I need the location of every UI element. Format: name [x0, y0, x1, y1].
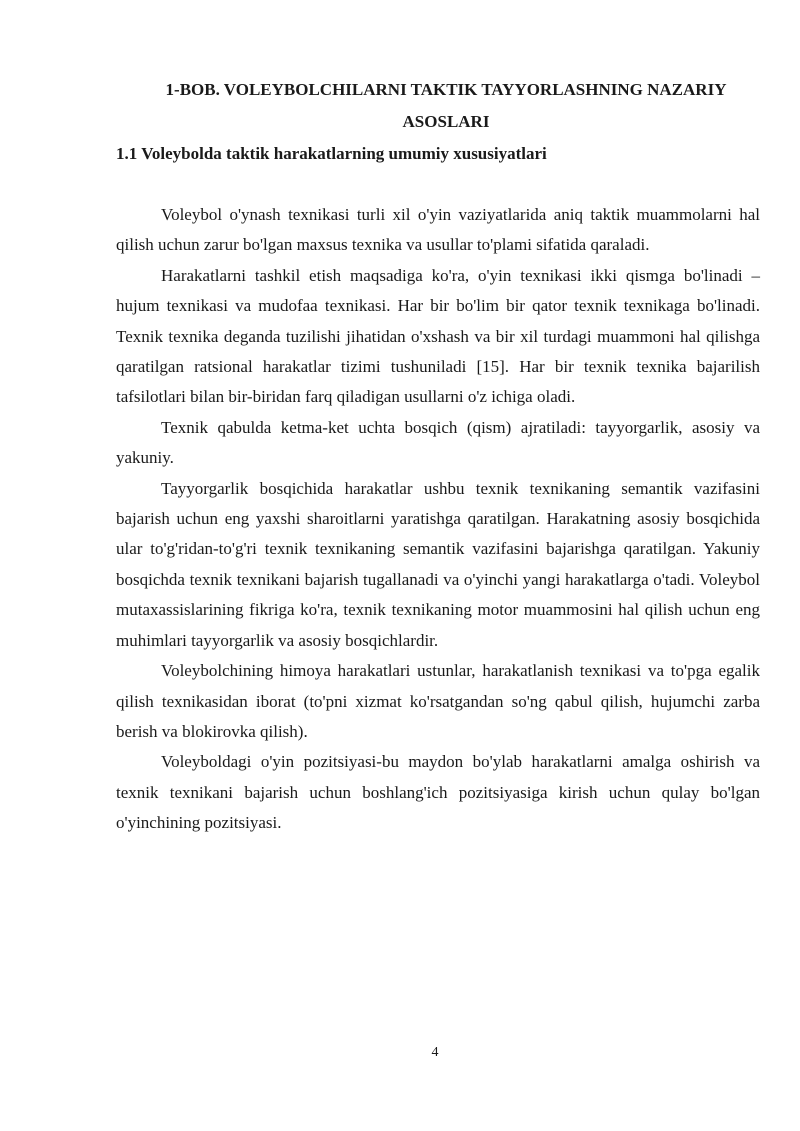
paragraph-6: Voleyboldagi o'yin pozitsiyasi-bu maydon bo'ylab harakatlarni amalga oshirish va texnik texnikani bajarish uchun boshlang'ich pozitsiyasiga kirish uchun qulay bo'lgan o'yinchining pozitsiyasi.	[116, 752, 760, 833]
paragraph-3: Texnik qabulda ketma-ket uchta bosqich (qism) ajratiladi: tayyorgarlik, asosiy va yakuniy.	[116, 417, 760, 468]
paragraph-1: Voleybol o'ynash texnikasi turli xil o'yin vaziyatlarida aniq taktik muammolarni hal qilish uchun zarur bo'lgan maxsus texnika va usullar to'plami sifatida qaraladi.	[116, 205, 760, 255]
chapter-title: 1-BOB. VOLEYBOLCHILARNI TAKTIK TAYYORLASHNING NAZARIY ASOSLARI	[165, 80, 727, 131]
page-content	[116, 74, 760, 839]
paragraph-2: Harakatlarni tashkil etish maqsadiga ko'ra, o'yin texnikasi ikki qismga bo'linadi – hujum texnikasi va mudofaa texnikasi. Har bir bo'lim bir qator texnik texnikaga bo'linadi. Texnik texnika deganda tuzilishi jihatidan o'xshash va bir xil turdagi muammoni hal qilishga qaratilgan ratsional harakatlar tizimi tushuniladi [15]. Har bir texnik texnika bajarilish tafsilotlari bilan bir-biridan farq qiladigan usullarni o'z ichiga oladi.	[116, 265, 760, 407]
paragraph-4: Tayyorgarlik bosqichida harakatlar ushbu texnik texnikaning semantik vazifasini bajarish uchun eng yaxshi sharoitlarni yaratishga qaratilgan. Harakatning asosiy bosqichida ular to'g'ridan-to'g'ri texnik texnikaning semantik vazifasini bajarishga qaratilgan. Yakuniy bosqichda texnik texnikani bajarish tugallanadi va o'yinchi yangi harakatlarga o'tadi. Voleybol mutaxassislarining fikriga ko'ra, texnik texnikaning motor muammosini hal qilish uchun eng muhimlari tayyorgarlik va asosiy bosqichlardir.	[116, 478, 760, 650]
section-spacer	[116, 170, 760, 200]
page-number: 4	[431, 1045, 439, 1060]
section-title: 1.1 Voleybolda taktik harakatlarning umumiy xususiyatlari	[116, 144, 547, 163]
paragraph-5: Voleybolchining himoya harakatlari ustunlar, harakatlanish texnikasi va to'pga egalik qilish texnikasidan iborat (to'pni xizmat ko'rsatgandan so'ng qabul qilish, hujumchi zarba berish va blokirovka qilish).	[116, 661, 760, 741]
